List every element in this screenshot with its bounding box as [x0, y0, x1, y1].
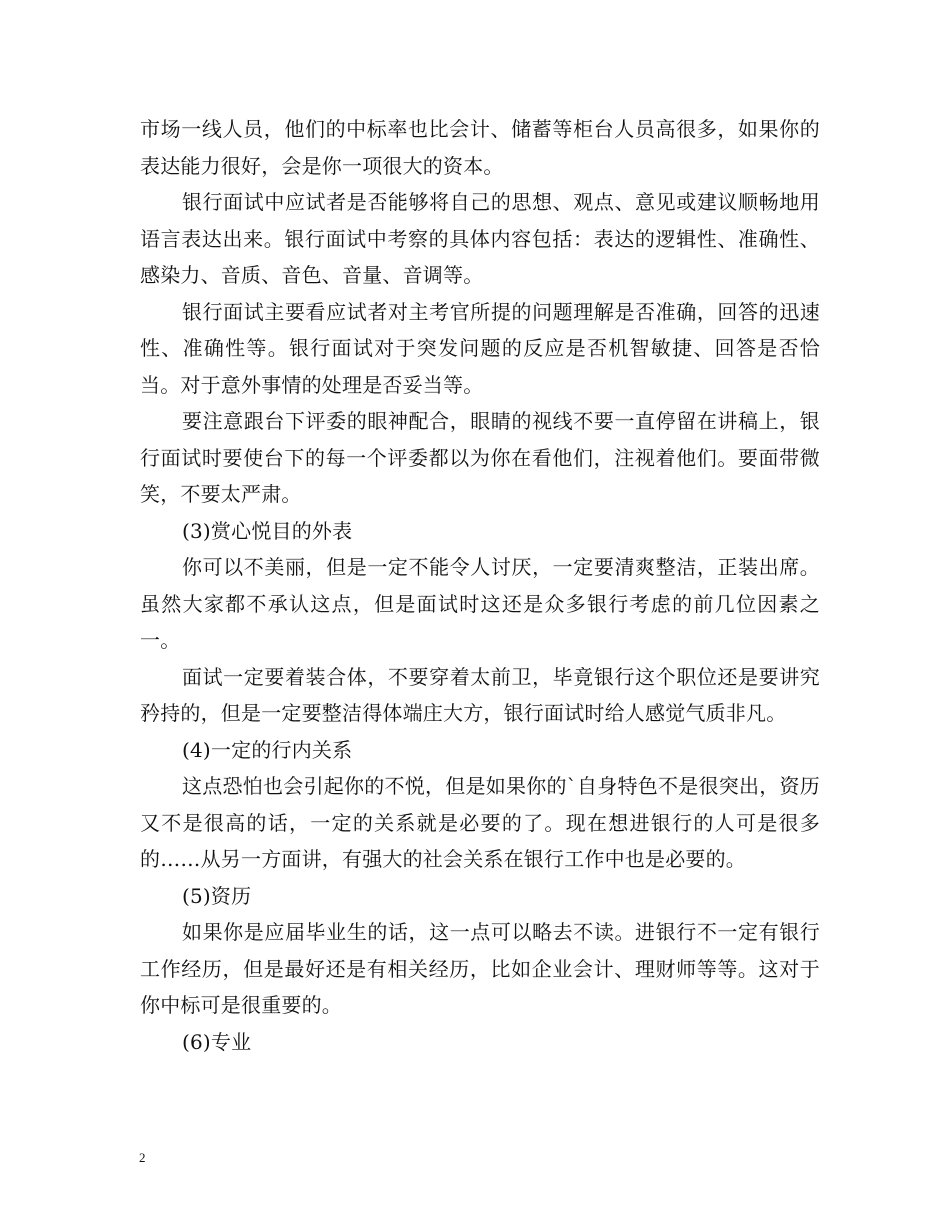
paragraph: 银行面试主要看应试者对主考官所提的问题理解是否准确，回答的迅速性、准确性等。银行面试对于突发问题的反应是否机智敏捷、回答是否恰当。对于意外事情的处理是否妥当等。	[140, 299, 820, 397]
section-heading: (6)专业	[182, 1029, 252, 1054]
paragraph: 银行面试中应试者是否能够将自己的思想、观点、意见或建议顺畅地用语言表达出来。银行面试中考察的具体内容包括：表达的逻辑性、准确性、感染力、音质、音色、音量、音调等。	[140, 190, 820, 287]
section-heading: (4)一定的行内关系	[182, 737, 353, 762]
paragraph: 如果你是应届毕业生的话，这一点可以略去不读。进银行不一定有银行工作经历，但是最好还是有相关经历，比如企业会计、理财师等等。这对于你中标可是很重要的。	[140, 920, 820, 1017]
section-heading: (3)赏心悦目的外表	[182, 518, 353, 543]
section-heading: (5)资历	[182, 883, 252, 908]
document-body	[140, 111, 820, 1060]
paragraph: 你可以不美丽，但是一定不能令人讨厌，一定要清爽整洁，正装出席。虽然大家都不承认这点，但是面试时这还是众多银行考虑的前几位因素之一。	[140, 555, 820, 652]
paragraph: 要注意跟台下评委的眼神配合，眼睛的视线不要一直停留在讲稿上，银行面试时要使台下的每一个评委都以为你在看他们，注视着他们。要面带微笑，不要太严肃。	[140, 409, 820, 506]
paragraph: 市场一线人员，他们的中标率也比会计、储蓄等柜台人员高很多，如果你的表达能力很好，会是你一项很大的资本。	[140, 117, 820, 178]
paragraph: 面试一定要着装合体，不要穿着太前卫，毕竟银行这个职位还是要讲究矜持的，但是一定要整洁得体端庄大方，银行面试时给人感觉气质非凡。	[140, 664, 820, 725]
paragraph: 这点恐怕也会引起你的不悦，但是如果你的`自身特色不是很突出，资历又不是很高的话，一定的关系就是必要的了。现在想进银行的人可是很多的……从另一方面讲，有强大的社会关系在银行工作中也是必要的。	[140, 774, 820, 871]
page-number: 2	[139, 1150, 146, 1165]
